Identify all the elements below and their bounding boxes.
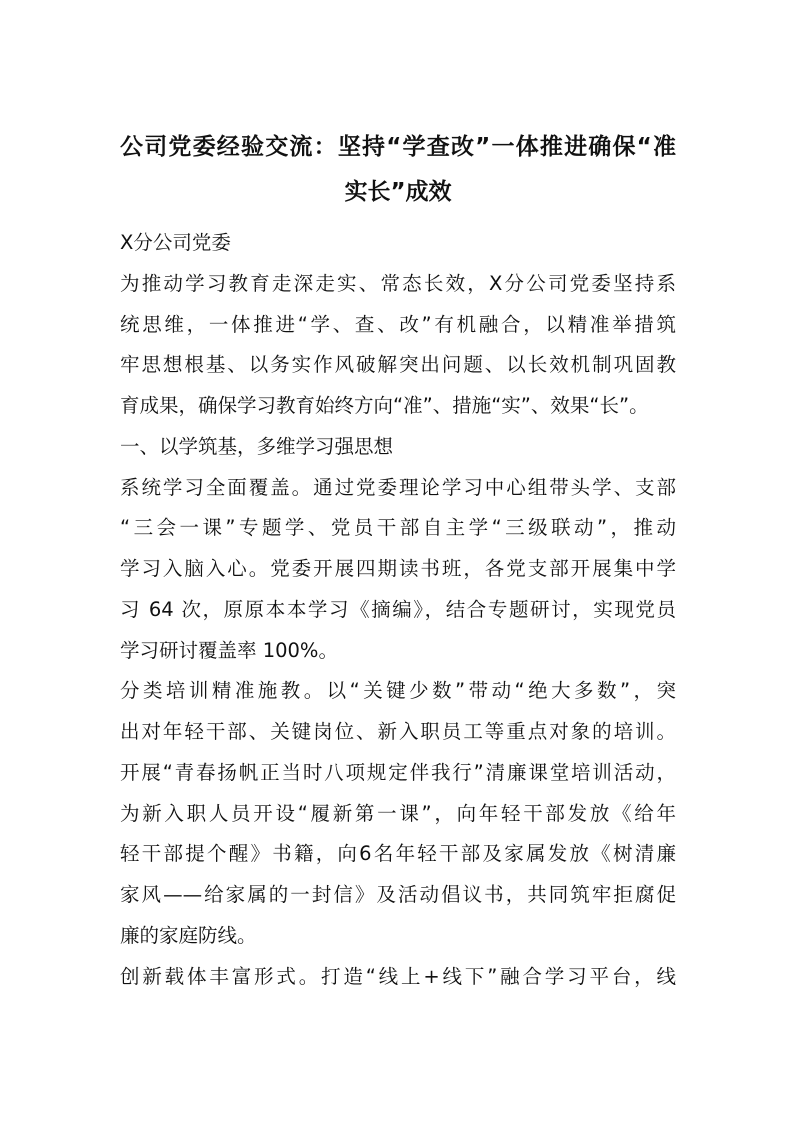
text-line: 学习研讨覆盖率 100%。 <box>120 638 338 662</box>
document-title-line-2: 实长”成效 <box>344 179 452 205</box>
text-line: 创新载体丰富形式。打造“线上+线下”融合学习平台，线 <box>120 964 676 988</box>
paragraph <box>120 957 676 998</box>
text-line: “三会一课”专题学、党员干部自主学“三级联动”，推动 <box>120 516 676 540</box>
paragraph <box>120 264 676 427</box>
paragraph <box>120 468 676 672</box>
paragraph <box>120 671 676 956</box>
text-line: 开展“青春扬帆正当时八项规定伴我行”清廉课堂培训活动， <box>120 760 676 784</box>
text-line: 一、以学筑基，多维学习强思想 <box>120 434 394 458</box>
text-line: 系统学习全面覆盖。通过党委理论学习中心组带头学、支部 <box>120 475 676 499</box>
section-heading <box>120 427 676 468</box>
text-line: 习 64 次，原原本本学习《摘编》，结合专题研讨，实现党员 <box>120 597 676 621</box>
text-line: 统思维，一体推进“学、查、改”有机融合，以精准举措筑 <box>120 312 676 336</box>
text-line: 为新入职人员开设“履新第一课”，向年轻干部发放《给年 <box>120 801 676 825</box>
text-line: 学习入脑入心。党委开展四期读书班，各党支部开展集中学 <box>120 557 676 580</box>
text-line: 分类培训精准施教。以“关键少数”带动“绝大多数”，突 <box>120 679 676 703</box>
text-line: 牢思想根基、以务实作风破解突出问题、以长效机制巩固教 <box>120 353 676 377</box>
text-line: 出对年轻干部、关键岗位、新入职员工等重点对象的培训。 <box>120 720 676 743</box>
text-line: 育成果，确保学习教育始终方向“准”、措施“实”、效果“长”。 <box>120 394 649 417</box>
text-line: 家风——给家属的一封信》及活动倡议书，共同筑牢拒腐促 <box>120 883 676 906</box>
document-title-line-1: 公司党委经验交流：坚持“学查改”一体推进确保“准 <box>120 134 676 160</box>
document-body <box>120 223 676 997</box>
author-line: X分公司党委 <box>120 231 231 254</box>
text-line: 轻干部提个醒》书籍，向6名年轻干部及家属发放《树清廉 <box>120 842 676 866</box>
text-line: 为推动学习教育走深走实、常态长效，X分公司党委坚持系 <box>120 271 676 295</box>
text-line: 廉的家庭防线。 <box>120 923 257 947</box>
